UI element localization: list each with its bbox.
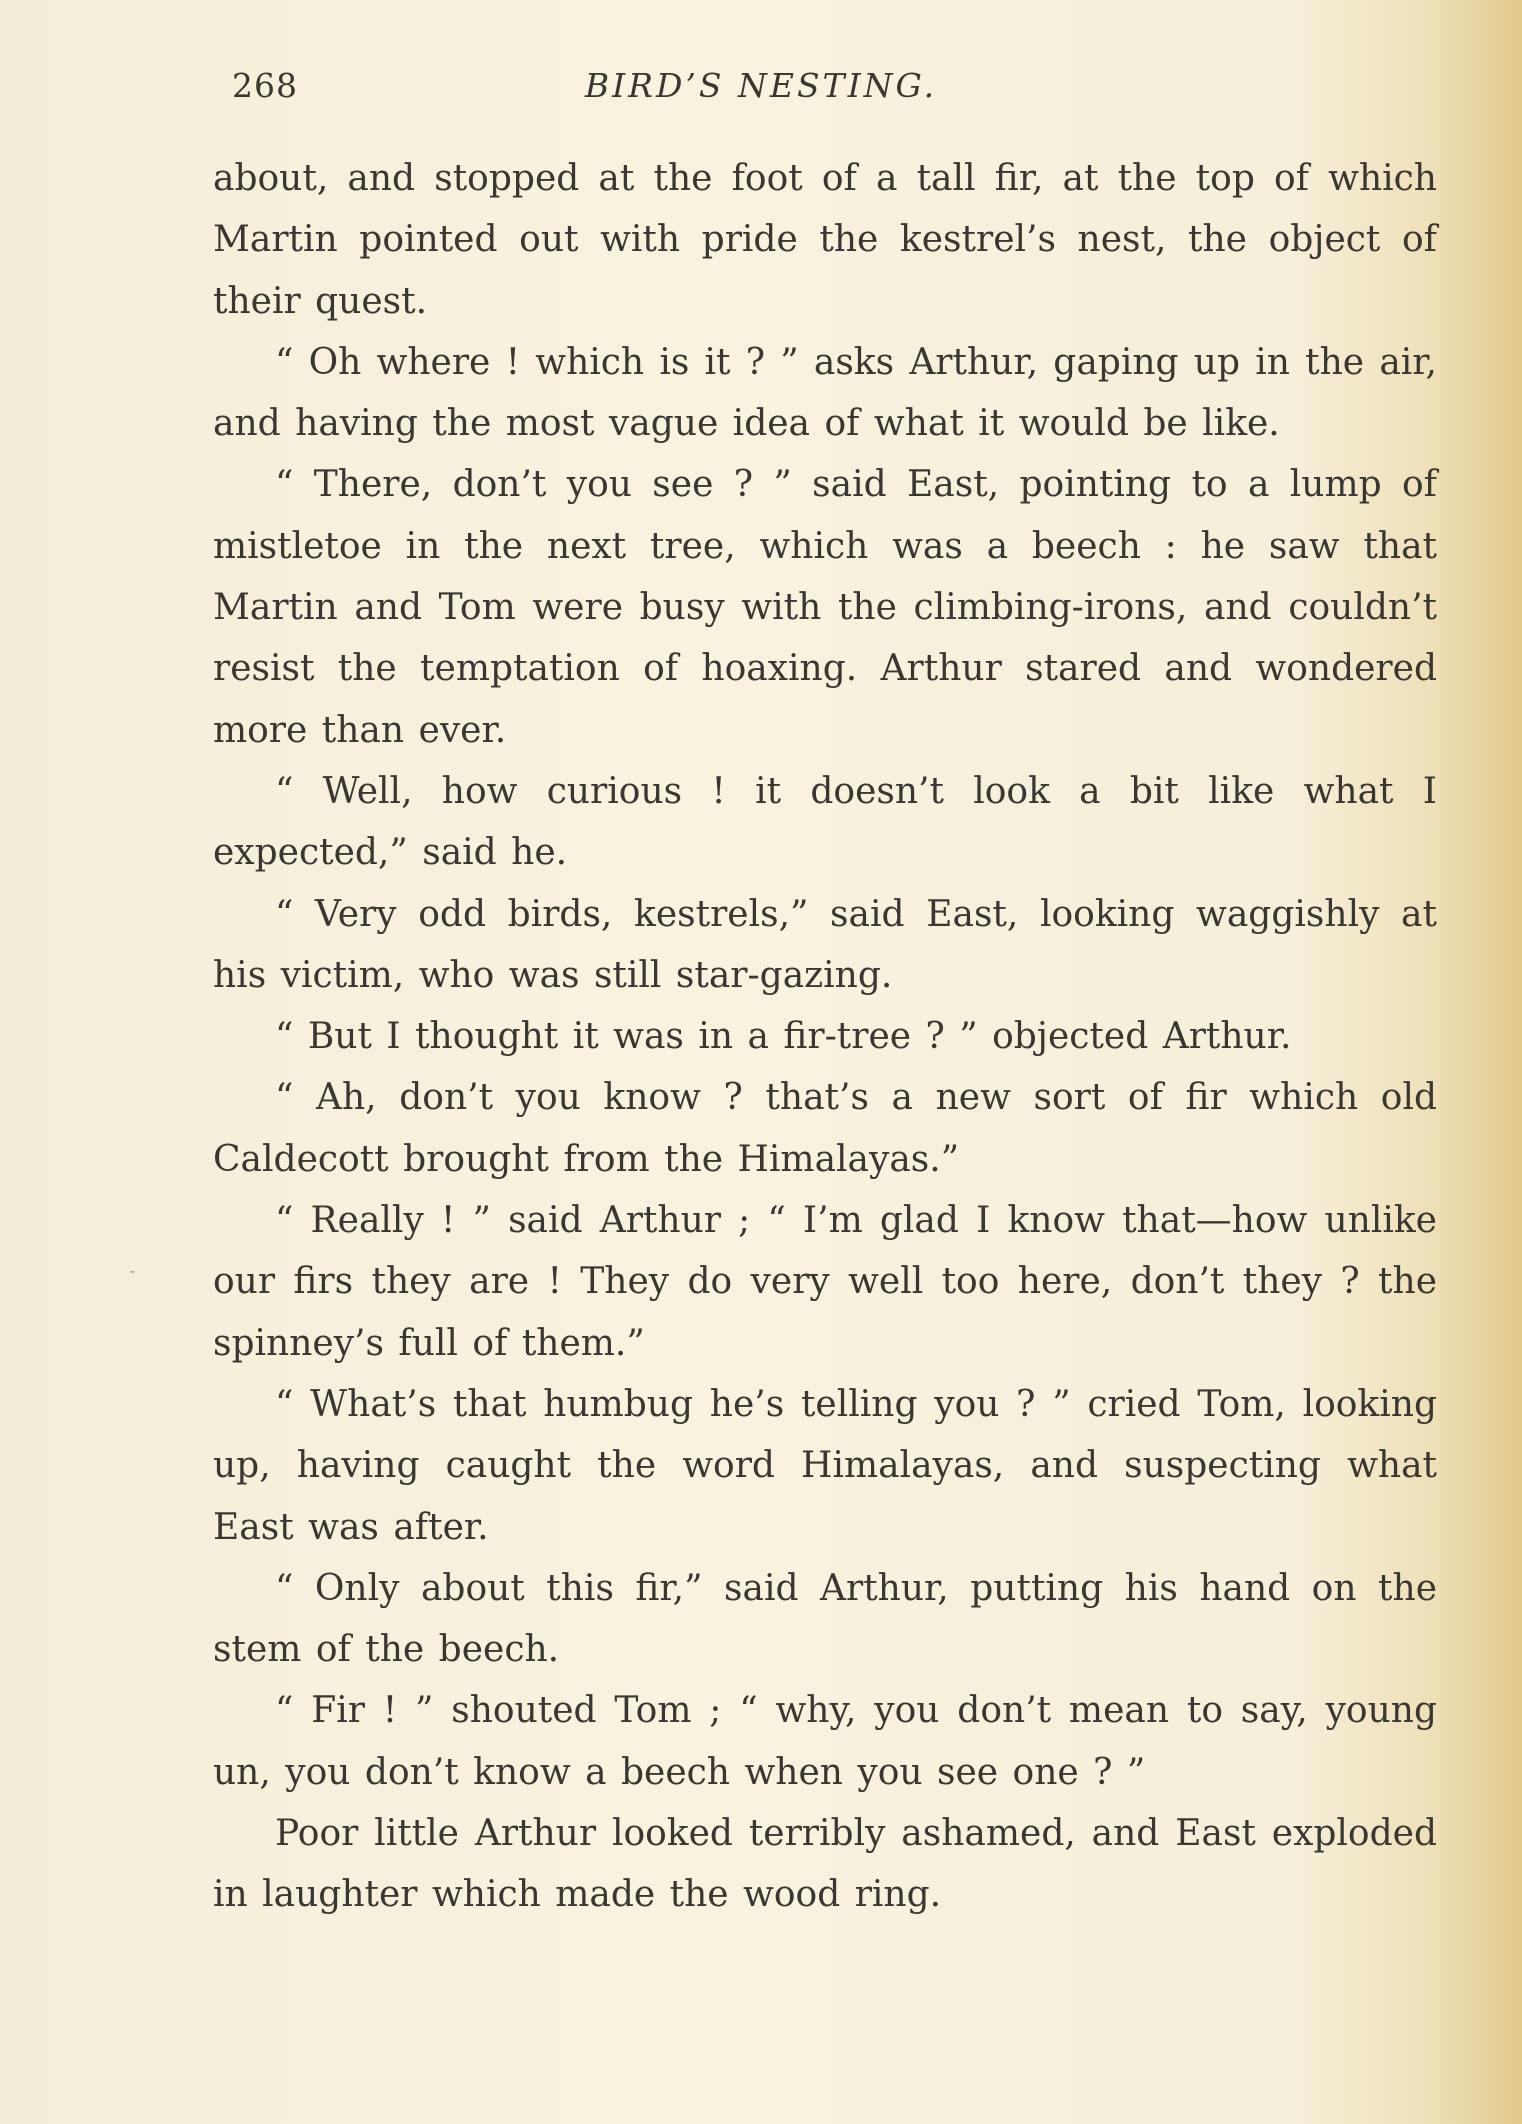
paragraph: “ Really ! ” said Arthur ; “ I’m glad I know that—how unlike our firs they are ! They do very well too here, don’t they ? the spinney’s full of them.” (213, 1200, 1437, 1364)
margin-mark: - (130, 1264, 136, 1280)
paragraph: “ Well, how curious ! it doesn’t look a bit like what I expected,” said he. (213, 770, 1437, 874)
paragraph: “ What’s that humbug he’s telling you ? ” cried Tom, looking up, having caught the word Himalayas, and suspecting what East was after. (213, 1383, 1437, 1548)
paragraph: “ Fir ! ” shouted Tom ; “ why, you don’t mean to say, young un, you don’t know a beech when you see one ? ” (213, 1690, 1437, 1793)
paragraph: Poor little Arthur looked terribly ashamed, and East exploded in laughter which made the wood ring. (213, 1813, 1437, 1916)
paragraph: “ Very odd birds, kestrels,” said East, looking waggishly at his victim, who was still star-gazing. (213, 893, 1437, 996)
body-text (213, 148, 1437, 1926)
paragraph: “ Oh where ! which is it ? ” asks Arthur, gaping up in the air, and having the most vague idea of what it would be like. (213, 341, 1437, 445)
page-number: 268 (232, 66, 298, 105)
paragraph: “ There, don’t you see ? ” said East, pointing to a lump of mistletoe in the next tree, which was a beech : he saw that Martin and Tom were busy with the climbing-irons, and couldn’t resist the temptation of hoaxing. Arthur stared and wondered more than ever. (213, 464, 1437, 751)
running-title: BIRD’S NESTING. (584, 66, 938, 105)
paragraph: “ But I thought it was in a fir-tree ? ” objected Arthur. (275, 1016, 1292, 1058)
paragraph: “ Only about this fir,” said Arthur, putting his hand on the stem of the beech. (213, 1567, 1437, 1671)
paragraph-continuation: about, and stopped at the foot of a tall fir, at the top of which Martin pointed out with pride the kestrel’s nest, the object of their quest. (213, 158, 1437, 322)
paragraph: “ Ah, don’t you know ? that’s a new sort of fir which old Caldecott brought from the Himalayas.” (213, 1077, 1437, 1180)
